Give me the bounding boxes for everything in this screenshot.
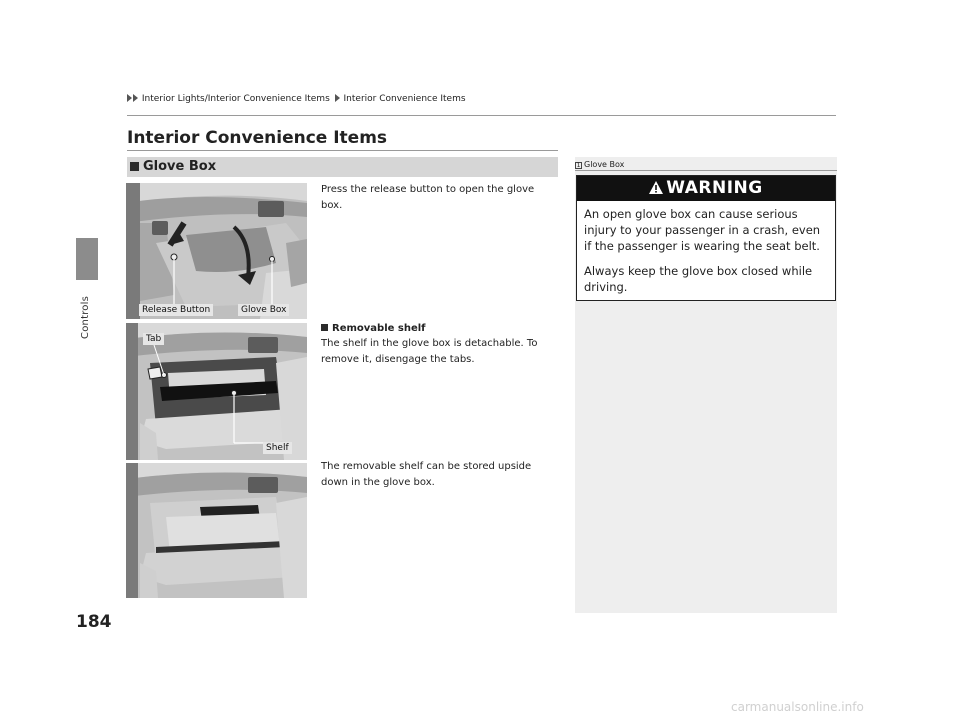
- side-tab: [76, 238, 98, 280]
- breadcrumb-current[interactable]: Interior Convenience Items: [343, 94, 466, 104]
- breadcrumb-parent[interactable]: Interior Lights/Interior Convenience Items: [141, 94, 330, 104]
- warning-box: [576, 175, 836, 301]
- warning-triangle-icon: [649, 181, 663, 194]
- removable-shelf-heading: Removable shelf: [321, 323, 426, 334]
- reference-icon: 1: [576, 162, 581, 169]
- glove-box-heading: Glove Box: [143, 159, 217, 174]
- glove-box-photo: [126, 183, 307, 319]
- glove-box-intro: Press the release button to open the glove box.: [321, 184, 535, 211]
- warning-title: WARNING: [666, 178, 763, 198]
- glove-box-label: Glove Box: [238, 304, 289, 316]
- warning-text-2: Always keep the glove box closed while driving.: [584, 264, 813, 294]
- panel-reference: 1 Glove Box: [576, 160, 625, 169]
- warning-header: [577, 176, 835, 201]
- glove-box-heading-bar: [127, 157, 558, 177]
- shelf-storage-text: The removable shelf can be stored upside down in the glove box.: [321, 461, 532, 488]
- arrow-icon: [333, 94, 341, 104]
- double-arrow-icon: [127, 94, 139, 104]
- watermark: carmanualsonline.info: [731, 700, 864, 714]
- title-divider: [127, 150, 558, 151]
- breadcrumb: [127, 94, 466, 104]
- square-bullet-icon: [321, 324, 328, 331]
- shelf-label: Shelf: [263, 442, 292, 454]
- page-number: 184: [76, 612, 112, 632]
- removable-shelf-text: The shelf in the glove box is detachable. To remove it, disengage the tabs.: [321, 338, 538, 365]
- side-tab-label: Controls: [80, 296, 91, 339]
- square-bullet-icon: [130, 162, 139, 171]
- section-title: Interior Convenience Items: [127, 128, 388, 148]
- side-panel: [575, 157, 837, 613]
- header-divider: [127, 115, 836, 116]
- tab-label: Tab: [143, 333, 164, 345]
- warning-text-1: An open glove box can cause serious injury to your passenger in a crash, even if the passenger is wearing the seat belt.: [584, 207, 821, 253]
- shelf-stored-photo: [126, 463, 307, 598]
- release-button-label: Release Button: [139, 304, 213, 316]
- panel-divider: [575, 170, 837, 171]
